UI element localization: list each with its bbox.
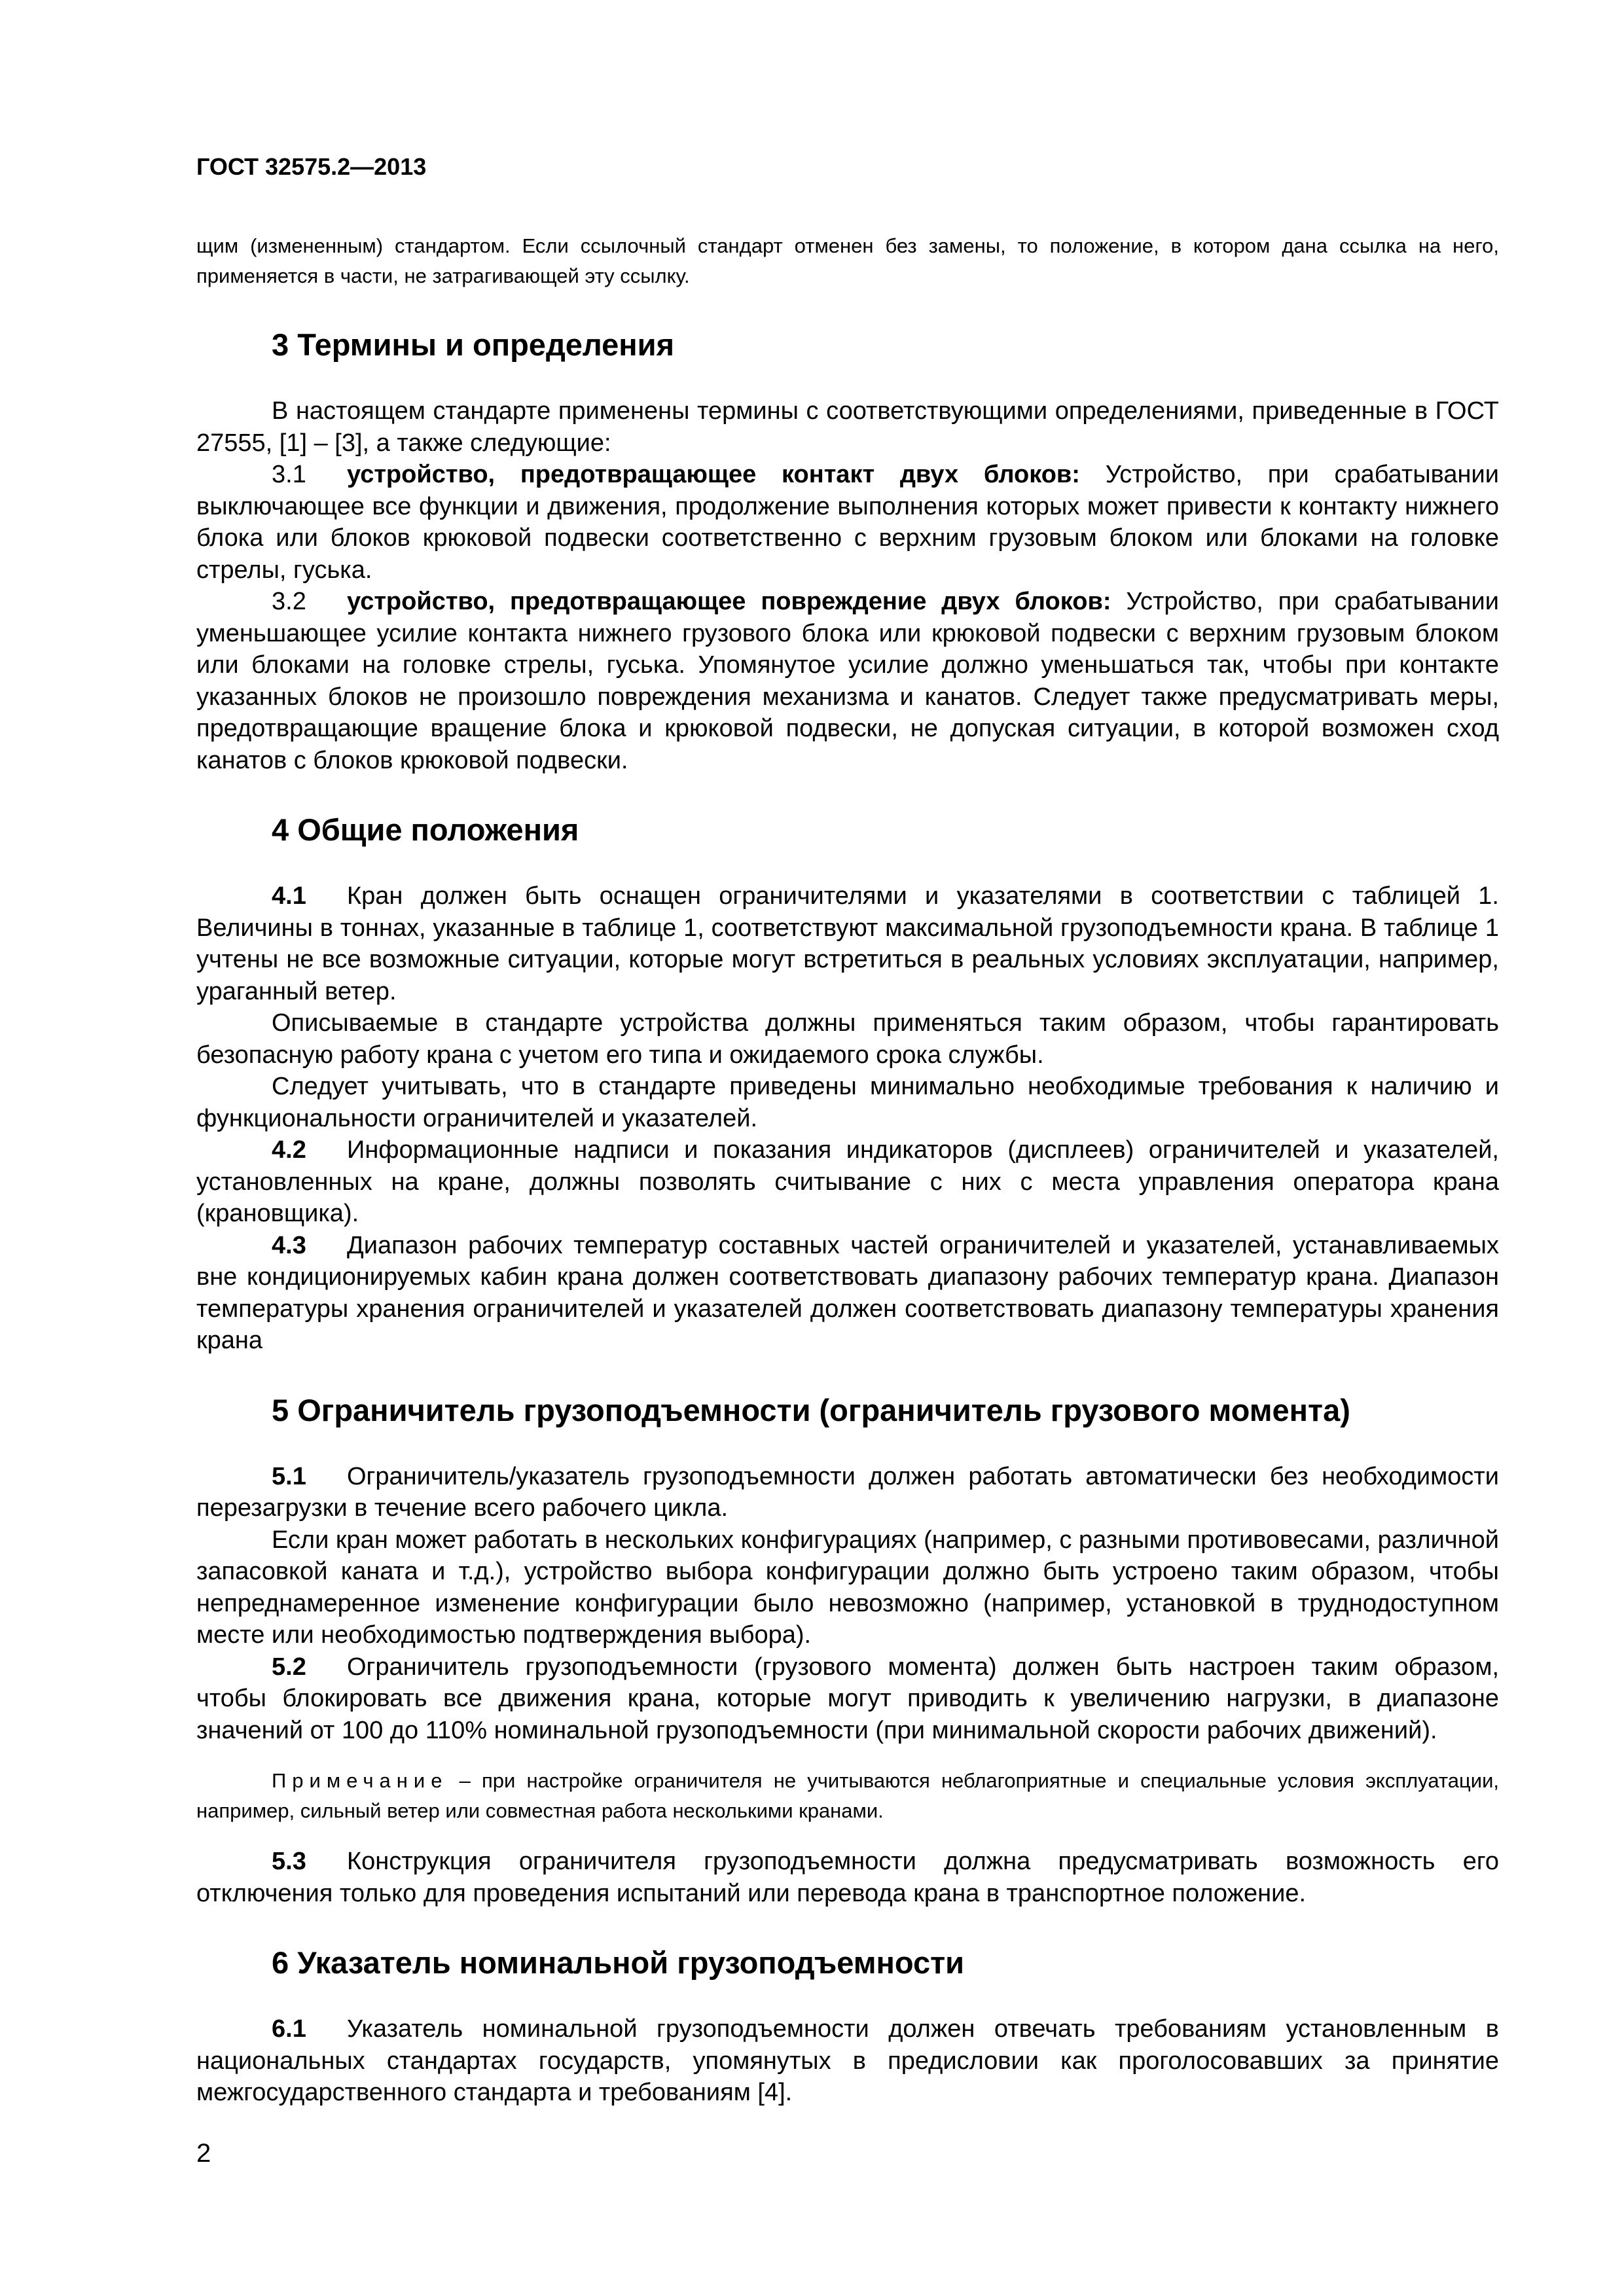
section-5-heading: 5 Ограничитель грузоподъемности (ограничитель грузового момента)	[272, 1392, 1350, 1427]
note-label: Примечание	[272, 1769, 448, 1792]
document-code: ГОСТ 32575.2—2013	[196, 153, 427, 180]
clause-4-1-text: Кран должен быть оснащен ограничителями и указателями в соответствии с таблицей 1. Величины в тоннах, указанные в таблице 1, соответствуют максимальной грузоподъемности крана. В таблице 1 учтены не все возможные ситуации, которые могут встретиться в реальных условиях эксплуатации, например, ураганный ветер.	[196, 882, 1499, 1005]
clause-6-1-number: 6.1	[272, 2015, 306, 2043]
term-3-1-number: 3.1	[272, 461, 306, 488]
clause-5-2	[196, 1651, 1499, 1747]
term-3-2	[196, 586, 1499, 776]
term-3-2-number: 3.2	[272, 588, 306, 615]
term-3-2-title: устройство, предотвращающее повреждение двух блоков:	[347, 588, 1111, 615]
clause-4-2	[196, 1134, 1499, 1230]
term-3-1-definition: Устройство, при срабатывании выключающее все функции и движения, продолжение выполнения которых может привести к контакту нижнего блока или блоков крюковой подвески соответственно с верхним грузовым блоком или блоками на головке стрелы, гуська.	[196, 461, 1499, 584]
term-3-1	[196, 459, 1499, 586]
clause-5-1	[196, 1461, 1499, 1524]
clause-4-2-number: 4.2	[272, 1136, 306, 1164]
clause-5-3	[196, 1846, 1499, 1909]
clause-6-1-text: Указатель номинальной грузоподъемности должен отвечать требованиям установленным в национальных стандартах государств, упомянутых в предисловии как проголосовавших за принятие межгосударственного стандарта и требованиям [4].	[196, 2015, 1499, 2106]
section-4-paragraph-3: Следует учитывать, что в стандарте приведены минимально необходимые требования к наличию и функциональности ограничителей и указателей.	[196, 1073, 1499, 1132]
section-3-heading: 3 Термины и определения	[272, 327, 674, 362]
term-3-2-definition: Устройство, при срабатывании уменьшающее усилие контакта нижнего грузового блока или крюковой подвески с верхним грузовым блоком или блоками на головке стрелы, гуська. Упомянутое усилие должно уменьшаться так, чтобы при контакте указанных блоков не произошло повреждения механизма и канатов. Следует также предусматривать меры, предотвращающие вращение блока и крюковой подвески, не допуская ситуации, в которой возможен сход канатов с блоков крюковой подвески.	[196, 588, 1499, 774]
section-4-heading: 4 Общие положения	[272, 812, 579, 847]
page-number: 2	[196, 2139, 211, 2168]
term-3-1-title: устройство, предотвращающее контакт двух блоков:	[347, 461, 1080, 488]
document-page	[196, 147, 1499, 2109]
section-6-heading: 6 Указатель номинальной грузоподъемности	[272, 1945, 965, 1980]
clause-4-3	[196, 1230, 1499, 1357]
clause-4-3-number: 4.3	[272, 1231, 306, 1259]
clause-6-1	[196, 2013, 1499, 2109]
section-3-intro: В настоящем стандарте применены термины с соответствующими определениями, приведенные в ГОСТ 27555, [1] – [3], а также следующие:	[196, 397, 1499, 457]
clause-4-3-text: Диапазон рабочих температур составных частей ограничителей и указателей, устанавливаемых вне кондиционируемых кабин крана должен соответствовать диапазону рабочих температур крана. Диапазон температуры хранения ограничителей и указателей должен соответствовать диапазону температуры хранения крана	[196, 1231, 1499, 1354]
clause-5-1-number: 5.1	[272, 1462, 306, 1490]
clause-4-2-text: Информационные надписи и показания индикаторов (дисплеев) ограничителей и указателей, установленных на кране, должны позволять считывание с них с места управления оператора крана (крановщика).	[196, 1136, 1499, 1227]
clause-5-1-text: Ограничитель/указатель грузоподъемности должен работать автоматически без необходимости перезагрузки в течение всего рабочего цикла.	[196, 1462, 1499, 1522]
note-5-2	[196, 1766, 1499, 1826]
clause-5-2-number: 5.2	[272, 1653, 306, 1681]
clause-4-1	[196, 880, 1499, 1007]
note-text: – при настройке ограничителя не учитываются неблагоприятные и специальные условия эксплуатации, например, сильный ветер или совместная работа несколькими кранами.	[196, 1769, 1499, 1822]
clause-5-2-text: Ограничитель грузоподъемности (грузового момента) должен быть настроен таким образом, чтобы блокировать все движения крана, которые могут приводить к увеличению нагрузки, в диапазоне значений от 100 до 110% номинальной грузоподъемности (при минимальной скорости рабочих движений).	[196, 1653, 1499, 1744]
section-5-paragraph-2: Если кран может работать в нескольких конфигурациях (например, с разными противовесами, различной запасовкой каната и т.д.), устройство выбора конфигурации должно быть устроено таким образом, чтобы непреднамеренное изменение конфигурации было невозможно (например, установкой в труднодоступном месте или необходимостью подтверждения выбора).	[196, 1526, 1499, 1649]
clause-5-3-number: 5.3	[272, 1848, 306, 1875]
intro-paragraph: щим (измененным) стандартом. Если ссылочный стандарт отменен без замены, то положение, в котором дана ссылка на него, применяется в части, не затрагивающей эту ссылку.	[196, 234, 1499, 287]
clause-5-3-text: Конструкция ограничителя грузоподъемности должна предусматривать возможность его отключения только для проведения испытаний или перевода крана в транспортное положение.	[196, 1848, 1499, 1907]
clause-4-1-number: 4.1	[272, 882, 306, 910]
section-4-paragraph-2: Описываемые в стандарте устройства должны применяться таким образом, чтобы гарантировать безопасную работу крана с учетом его типа и ожидаемого срока службы.	[196, 1009, 1499, 1069]
